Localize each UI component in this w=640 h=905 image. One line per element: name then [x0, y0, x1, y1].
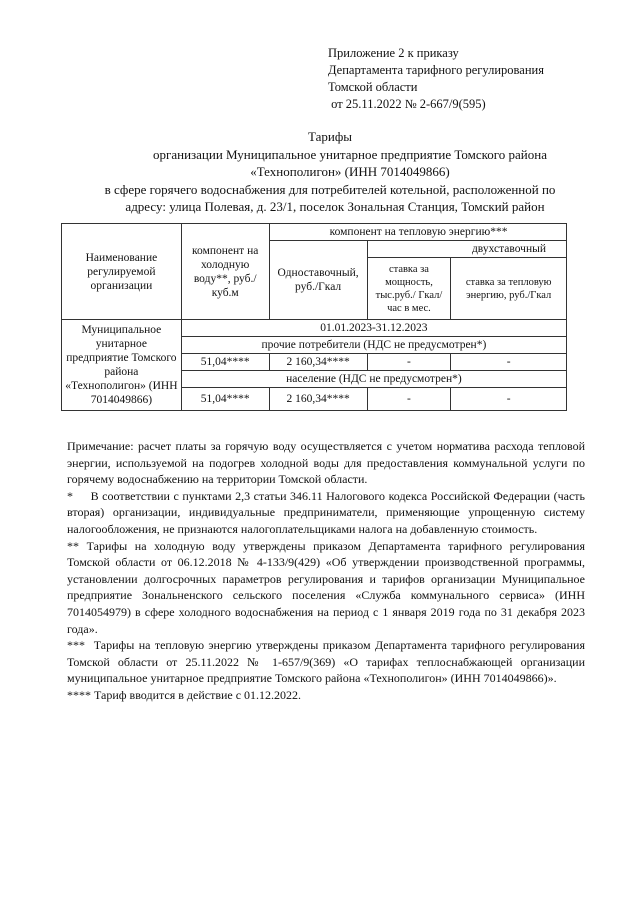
appendix-line-1: Приложение 2 к приказу — [328, 46, 459, 60]
title-line-3: в сфере горячего водоснабжения для потребителей котельной, расположенной по — [104, 181, 556, 197]
note-cold-water: ** Тарифы на холодную воду утверждены приказом Департамента тарифного регулирования Томской области от 06.12.2018 № 4-133/9(429) «Об утверждении производственной программы, установлении долгосрочных параметров регулирования и тарифов организации Муниципальное предприятие Зональненского сельского поселения «Служба коммунального сервиса» (ИНН 7014054979) в сфере холодного водоснабжения на период с 1 января 2019 года по 31 декабря 2023 года». — [67, 538, 585, 636]
group2-single: 2 160,34**** — [269, 388, 367, 411]
group2-label: население (НДС не предусмотрен*) — [181, 371, 566, 388]
group1-power: - — [367, 354, 451, 371]
group2-energy: - — [451, 388, 567, 411]
header-two-rate: двухставочный — [367, 241, 566, 258]
group1-cold: 51,04**** — [181, 354, 269, 371]
group2-power: - — [367, 388, 451, 411]
header-power-rate: ставка за мощность, тыс.руб./ Гкал/час в мес. — [367, 258, 451, 320]
title-line-1: организации Муниципальное унитарное предприятие Томского района — [153, 146, 547, 162]
note-general: Примечание: расчет платы за горячую воду осуществляется с учетом норматива расхода тепловой энергии, используемой на подогрев холодной воды для предоставления коммунальной услуги по горячему водоснабжению на территории Томской области. — [67, 439, 585, 487]
group1-single: 2 160,34**** — [269, 354, 367, 371]
header-heat-energy: компонент на тепловую энергию*** — [269, 224, 566, 241]
notes-section — [67, 438, 588, 704]
appendix-header — [328, 45, 628, 113]
header-single-rate: Одноставочный, руб./Гкал — [269, 241, 367, 320]
appendix-line-4: от 25.11.2022 № 2-667/9(595) — [328, 97, 486, 111]
title-line-2: «Технополигон» (ИНН 7014049866) — [250, 164, 450, 179]
tariff-table — [61, 223, 567, 411]
title-line-4: адресу: улица Полевая, д. 23/1, поселок Зональная Станция, Томский район — [125, 199, 545, 214]
title-heading: Тарифы — [307, 129, 352, 144]
period-cell: 01.01.2023-31.12.2023 — [181, 320, 566, 337]
note-heat-energy: *** Тарифы на тепловую энергию утверждены приказом Департамента тарифного регулирования Томской области от 25.11.2022 № 1-657/9(369) «О тарифах теплоснабжающей организации муниципальное унитарное предприятие Томского района «Технополигон» (ИНН 7014049866)». — [67, 638, 588, 686]
group1-label: прочие потребители (НДС не предусмотрен*) — [181, 337, 566, 354]
document-title — [70, 128, 590, 216]
header-energy-rate: ставка за тепловую энергию, руб./Гкал — [451, 258, 567, 320]
note-vat: * В соответствии с пунктами 2,3 статьи 346.11 Налогового кодекса Российской Федерации (часть вторая) организации, индивидуальные предприниматели, применяющие упрощенную систему налогообложения, не признаются налогоплательщиками налога на добавленную стоимость. — [67, 488, 588, 536]
header-org: Наименование регулируемой организации — [62, 224, 182, 320]
group1-energy: - — [451, 354, 567, 371]
appendix-line-3: Томской области — [328, 80, 418, 94]
group2-cold: 51,04**** — [181, 388, 269, 411]
header-cold-water: компонент на холодную воду**, руб./куб.м — [181, 224, 269, 320]
org-name-cell: Муниципальное унитарное предприятие Томского района «Технополигон» (ИНН 7014049866) — [62, 320, 182, 411]
appendix-line-2: Департамента тарифного регулирования — [328, 63, 544, 77]
note-effective-date: **** Тариф вводится в действие с 01.12.2022. — [67, 687, 302, 702]
